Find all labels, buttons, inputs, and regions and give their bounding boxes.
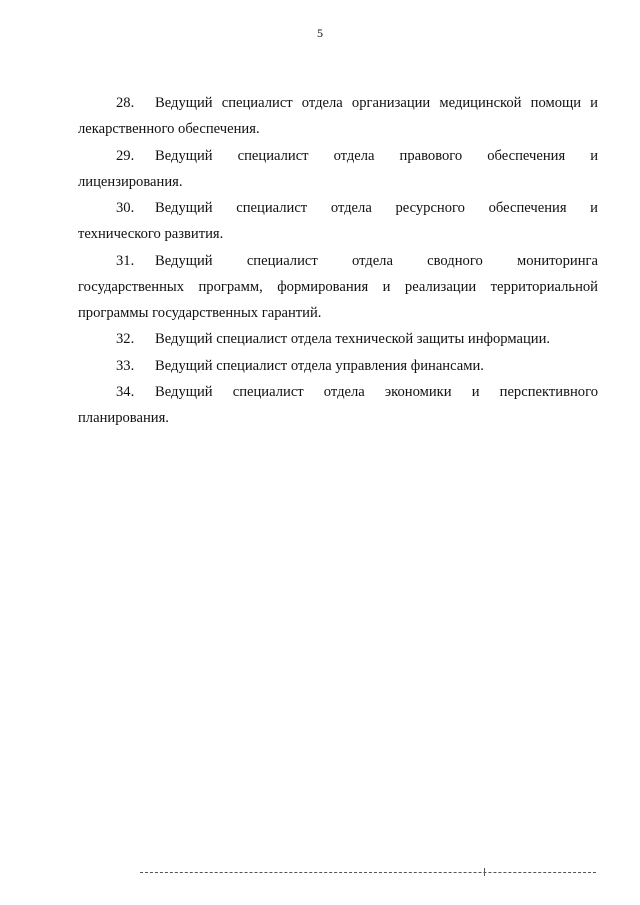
list-item (78, 326, 598, 352)
item-text-continued: планирования. (78, 410, 169, 426)
list-item (78, 195, 598, 247)
item-text: Ведущий специалист отдела ресурсного обеспечения и (155, 200, 598, 216)
list-item (78, 353, 598, 379)
item-text: Ведущий специалист отдела организации медицинской помощи и (155, 95, 598, 111)
item-number: 33. (116, 357, 135, 374)
list-item (78, 143, 598, 195)
item-text: Ведущий специалист отдела правового обеспечения и (155, 147, 598, 164)
list-item (78, 90, 598, 142)
item-text-continued: программы государственных гарантий. (78, 304, 322, 321)
item-text: Ведущий специалист отдела экономики и перспективного (155, 384, 598, 400)
item-text-continued: государственных программ, формирования и реализации территориальной (78, 278, 598, 295)
item-text: Ведущий специалист отдела сводного мониторинга (155, 252, 598, 269)
item-number: 29. (116, 147, 135, 164)
footer-rule-mark (484, 868, 485, 876)
item-text-continued: технического развития. (78, 226, 224, 242)
item-text: Ведущий специалист отдела технической защиты информации. (155, 331, 551, 347)
page-number: 5 (317, 26, 323, 40)
footer-rule (140, 872, 596, 873)
item-text-continued: лекарственного обеспечения. (78, 121, 260, 137)
item-text: Ведущий специалист отдела управления финансами. (155, 357, 484, 374)
item-text-continued: лицензирования. (78, 173, 183, 190)
item-number: 34. (116, 384, 135, 400)
list-item (78, 248, 598, 326)
item-number: 30. (116, 200, 135, 216)
item-number: 31. (116, 252, 135, 269)
position-list (78, 90, 598, 432)
item-number: 28. (116, 95, 135, 111)
item-number: 32. (116, 331, 135, 347)
list-item (78, 379, 598, 431)
